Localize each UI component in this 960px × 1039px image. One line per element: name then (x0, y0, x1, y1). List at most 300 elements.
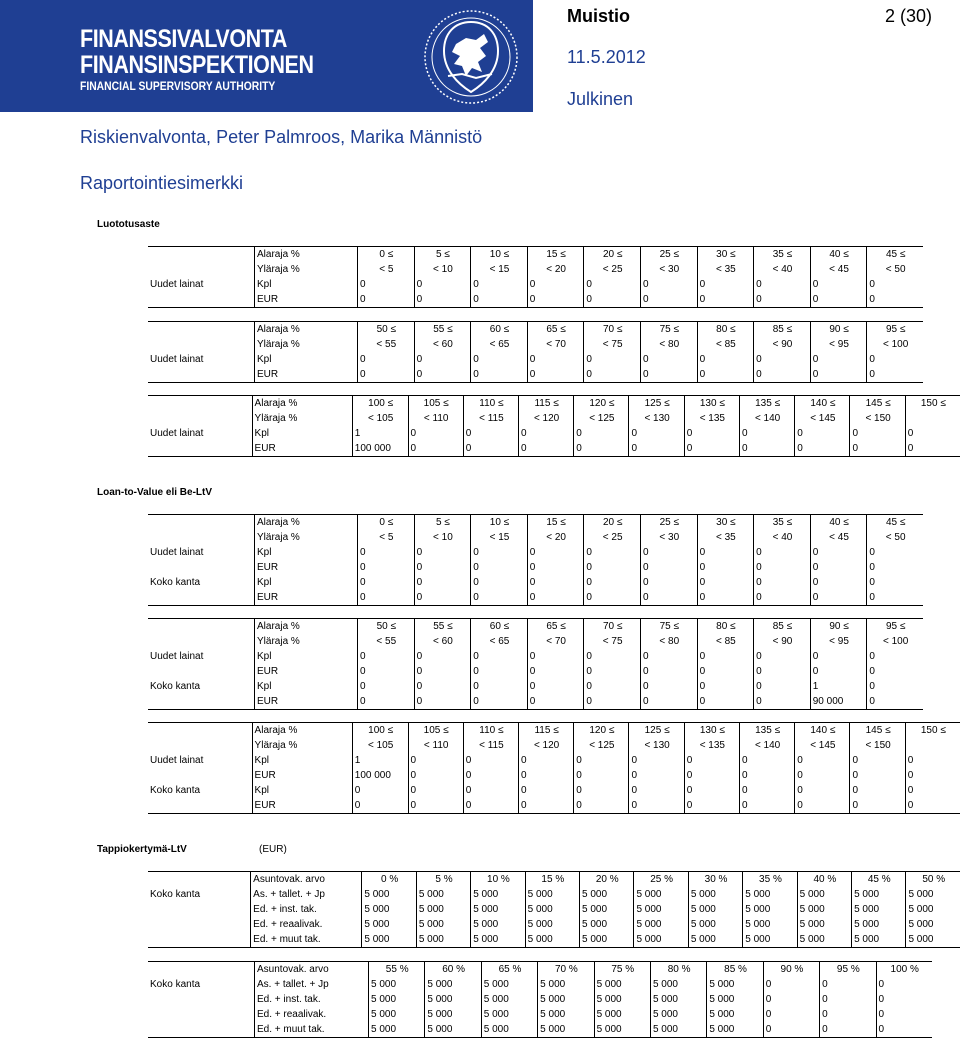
value-cell: 0 (640, 277, 697, 292)
value-cell: 0 (471, 560, 528, 575)
value-cell: 0 (640, 367, 697, 383)
value-cell: 0 (684, 426, 739, 441)
header-cell: 145 ≤ (850, 396, 905, 412)
table-row (148, 768, 960, 783)
value-cell: 0 (358, 649, 415, 664)
value-cell: 5 000 (362, 887, 416, 902)
value-cell: 0 (471, 367, 528, 383)
value-cell: 0 (640, 679, 697, 694)
row-label: Kpl (252, 426, 352, 441)
value-cell: 0 (640, 694, 697, 710)
value-cell: 0 (527, 694, 584, 710)
value-cell: 0 (754, 292, 811, 308)
value-cell: 5 000 (650, 1022, 706, 1038)
header-cell: 80 ≤ (697, 619, 754, 635)
row-group-label (148, 292, 255, 308)
value-cell: 5 000 (362, 917, 416, 932)
value-cell: 0 (471, 575, 528, 590)
value-cell: 0 (471, 352, 528, 367)
table-row (148, 426, 960, 441)
value-cell: 0 (795, 783, 850, 798)
header-cell: < 140 (739, 411, 794, 426)
table-row (148, 1007, 932, 1022)
row-group-label (148, 337, 255, 352)
value-cell: 0 (754, 352, 811, 367)
header-cell: 125 ≤ (629, 396, 684, 412)
value-cell: 0 (754, 367, 811, 383)
row-label: EUR (255, 694, 358, 710)
table-row (148, 798, 960, 814)
value-cell: 5 000 (580, 917, 634, 932)
header-cell: < 95 (810, 634, 867, 649)
table-row (148, 292, 923, 308)
value-cell: 0 (820, 1007, 876, 1022)
value-cell: 5 000 (362, 902, 416, 917)
value-cell: 5 000 (707, 992, 763, 1007)
header-cell: < 100 (867, 634, 923, 649)
value-cell: 5 000 (481, 1007, 537, 1022)
row-group-label (148, 367, 255, 383)
header-cell: 60 % (425, 962, 481, 978)
header-cell: < 55 (358, 337, 415, 352)
document-type: Muistio (567, 6, 630, 26)
row-group-label: Uudet lainat (150, 353, 204, 365)
value-cell: 0 (684, 753, 739, 768)
logo-line-3: FINANCIAL SUPERVISORY AUTHORITY (80, 81, 276, 93)
value-cell: 0 (408, 768, 463, 783)
value-cell: 5 000 (481, 1022, 537, 1038)
header-cell: 110 ≤ (463, 723, 518, 739)
value-cell: 0 (358, 575, 415, 590)
value-cell: 5 000 (580, 902, 634, 917)
value-cell: 90 000 (810, 694, 867, 710)
header-cell: 90 % (763, 962, 819, 978)
value-cell: 5 000 (594, 1022, 650, 1038)
header-cell: < 110 (408, 738, 463, 753)
header-cell: 55 ≤ (414, 619, 471, 635)
row-group-label (148, 768, 252, 783)
table-row (148, 977, 932, 992)
row-label: Asuntovak. arvo (255, 962, 369, 978)
value-cell: 0 (629, 441, 684, 457)
value-cell: 5 000 (471, 932, 525, 948)
row-group-label (148, 932, 251, 948)
header-cell: 5 ≤ (414, 515, 471, 531)
header-cell: < 110 (408, 411, 463, 426)
table-row (148, 783, 960, 798)
value-cell: 1 (810, 679, 867, 694)
row-label: Ed. + inst. tak. (251, 902, 362, 917)
row-label: Kpl (255, 352, 358, 367)
organization-logo (80, 26, 352, 94)
value-cell: 5 000 (650, 977, 706, 992)
value-cell: 5 000 (852, 932, 906, 948)
header-cell: < 130 (629, 738, 684, 753)
value-cell: 0 (471, 694, 528, 710)
row-label: Yläraja % (252, 411, 352, 426)
value-cell: 0 (763, 1022, 819, 1038)
value-cell: 0 (408, 441, 463, 457)
header-cell: 85 % (707, 962, 763, 978)
header-cell: < 120 (518, 738, 573, 753)
header-cell: 60 ≤ (471, 322, 528, 338)
header-cell: < 65 (471, 634, 528, 649)
header-cell: 140 ≤ (795, 396, 850, 412)
row-label: Kpl (255, 649, 358, 664)
value-cell: 5 000 (707, 1007, 763, 1022)
value-cell: 0 (584, 664, 641, 679)
header-cell: < 145 (795, 738, 850, 753)
value-cell: 5 000 (525, 902, 579, 917)
header-cell: < 45 (810, 530, 867, 545)
header-cell: 150 ≤ (905, 723, 960, 739)
header-cell: < 25 (584, 530, 641, 545)
header-cell: < 105 (352, 738, 408, 753)
row-group-label (148, 560, 255, 575)
value-cell: 0 (905, 783, 960, 798)
table-row (148, 664, 923, 679)
row-label: EUR (252, 441, 352, 457)
value-cell: 0 (867, 367, 923, 383)
header-cell: < 20 (527, 530, 584, 545)
row-group-label: Uudet lainat (150, 278, 204, 290)
row-label: As. + tallet. + Jp (255, 977, 369, 992)
row-group-label (148, 664, 255, 679)
row-group-label (148, 619, 255, 635)
value-cell: 0 (414, 367, 471, 383)
data-table (148, 246, 923, 308)
row-label: EUR (255, 590, 358, 606)
value-cell: 0 (754, 679, 811, 694)
value-cell: 5 000 (634, 887, 688, 902)
value-cell: 0 (358, 694, 415, 710)
row-group-label: Uudet lainat (150, 754, 204, 766)
header-cell: 25 % (634, 872, 688, 888)
value-cell: 0 (876, 1007, 932, 1022)
row-label: Yläraja % (255, 530, 358, 545)
value-cell: 0 (527, 560, 584, 575)
table-row (148, 441, 960, 457)
header-cell: < 10 (414, 530, 471, 545)
value-cell: 0 (584, 560, 641, 575)
value-cell: 0 (810, 575, 867, 590)
header-cell: < 90 (754, 634, 811, 649)
table-row (148, 352, 923, 367)
value-cell: 0 (471, 590, 528, 606)
value-cell: 5 000 (362, 932, 416, 948)
table-row (148, 992, 932, 1007)
row-label: Asuntovak. arvo (251, 872, 362, 888)
row-label: EUR (255, 560, 358, 575)
header-cell: 95 % (820, 962, 876, 978)
table-row (148, 396, 960, 412)
value-cell: 0 (876, 1022, 932, 1038)
value-cell: 0 (584, 679, 641, 694)
row-group-label: Koko kanta (150, 888, 201, 900)
row-group-label: Koko kanta (150, 978, 201, 990)
row-group-label (148, 902, 251, 917)
value-cell: 0 (352, 798, 408, 814)
value-cell: 0 (697, 664, 754, 679)
value-cell: 0 (876, 992, 932, 1007)
value-cell: 0 (739, 783, 794, 798)
header-cell: 25 ≤ (640, 515, 697, 531)
value-cell: 0 (739, 426, 794, 441)
header-cell: 40 ≤ (810, 247, 867, 263)
value-cell: 0 (867, 545, 923, 560)
table-row (148, 530, 923, 545)
header-cell: < 55 (358, 634, 415, 649)
row-group-label (148, 247, 255, 263)
value-cell: 0 (763, 977, 819, 992)
value-cell: 0 (697, 560, 754, 575)
row-label: Alaraja % (252, 396, 352, 412)
value-cell: 5 000 (471, 902, 525, 917)
value-cell: 0 (795, 753, 850, 768)
value-cell: 0 (518, 798, 573, 814)
header-cell: 150 ≤ (905, 396, 960, 412)
header-cell: 30 % (688, 872, 742, 888)
value-cell: 100 000 (352, 768, 408, 783)
value-cell: 5 000 (471, 887, 525, 902)
table-row (148, 872, 960, 888)
value-cell: 0 (697, 277, 754, 292)
value-cell: 0 (408, 783, 463, 798)
row-group-label: Koko kanta (150, 576, 201, 588)
header-cell: 110 ≤ (463, 396, 518, 412)
value-cell: 0 (471, 277, 528, 292)
value-cell: 0 (697, 575, 754, 590)
header-cell: < 60 (414, 634, 471, 649)
header-cell: < 30 (640, 262, 697, 277)
table-row (148, 723, 960, 739)
value-cell: 0 (763, 992, 819, 1007)
row-group-label (148, 738, 252, 753)
value-cell: 0 (629, 798, 684, 814)
table-row (148, 337, 923, 352)
header-cell: 60 ≤ (471, 619, 528, 635)
row-label: Kpl (252, 783, 352, 798)
header-cell: 35 ≤ (754, 247, 811, 263)
header-cell: < 125 (574, 411, 629, 426)
value-cell: 0 (810, 277, 867, 292)
value-cell: 0 (754, 560, 811, 575)
value-cell: 5 000 (580, 887, 634, 902)
row-label: Ed. + reaalivak. (255, 1007, 369, 1022)
value-cell: 5 000 (688, 902, 742, 917)
header-cell: < 65 (471, 337, 528, 352)
data-table (148, 722, 960, 814)
value-cell: 0 (414, 277, 471, 292)
header-cell: < 40 (754, 530, 811, 545)
header-cell: 145 ≤ (850, 723, 905, 739)
value-cell: 0 (414, 545, 471, 560)
value-cell: 0 (867, 679, 923, 694)
value-cell: 0 (358, 367, 415, 383)
value-cell: 0 (754, 545, 811, 560)
table-row (148, 545, 923, 560)
table-row (148, 619, 923, 635)
row-group-label: Uudet lainat (150, 427, 204, 439)
row-label: EUR (255, 367, 358, 383)
value-cell: 0 (358, 664, 415, 679)
value-cell: 5 000 (369, 1022, 425, 1038)
value-cell: 0 (905, 426, 960, 441)
value-cell: 5 000 (538, 1007, 594, 1022)
authors: Riskienvalvonta, Peter Palmroos, Marika Männistö (80, 127, 483, 147)
header-cell: < 135 (684, 738, 739, 753)
value-cell: 0 (763, 1007, 819, 1022)
header-cell: 95 ≤ (867, 322, 923, 338)
value-cell: 5 000 (594, 992, 650, 1007)
header-cell: 100 ≤ (352, 723, 408, 739)
data-table (148, 321, 923, 383)
value-cell: 0 (640, 560, 697, 575)
value-cell: 5 000 (525, 887, 579, 902)
value-cell: 0 (358, 277, 415, 292)
value-cell: 0 (820, 992, 876, 1007)
value-cell: 0 (640, 590, 697, 606)
header-cell: < 150 (850, 738, 905, 753)
header-cell: < 35 (697, 262, 754, 277)
header-cell: < 60 (414, 337, 471, 352)
header-cell: 20 % (580, 872, 634, 888)
value-cell: 0 (463, 783, 518, 798)
row-group-label: Uudet lainat (150, 650, 204, 662)
header-cell: < 80 (640, 337, 697, 352)
value-cell: 5 000 (688, 887, 742, 902)
value-cell: 5 000 (416, 887, 470, 902)
header-cell: < 20 (527, 262, 584, 277)
header-cell: < 25 (584, 262, 641, 277)
value-cell: 0 (754, 590, 811, 606)
header-cell: 30 ≤ (697, 247, 754, 263)
value-cell: 5 000 (906, 917, 960, 932)
value-cell: 5 000 (707, 977, 763, 992)
row-group-label: Uudet lainat (150, 546, 204, 558)
value-cell: 0 (527, 679, 584, 694)
value-cell: 0 (471, 545, 528, 560)
row-group-label (148, 634, 255, 649)
header-cell: 80 % (650, 962, 706, 978)
header-cell: < 15 (471, 262, 528, 277)
value-cell: 0 (518, 426, 573, 441)
value-cell: 0 (574, 441, 629, 457)
row-group-label (148, 590, 255, 606)
table-row (148, 738, 960, 753)
value-cell: 0 (358, 560, 415, 575)
header-cell: 135 ≤ (739, 723, 794, 739)
row-label: EUR (255, 664, 358, 679)
value-cell: 5 000 (594, 1007, 650, 1022)
value-cell: 0 (684, 768, 739, 783)
header-cell: 140 ≤ (795, 723, 850, 739)
value-cell: 0 (697, 545, 754, 560)
row-group-label (148, 262, 255, 277)
value-cell: 0 (754, 694, 811, 710)
value-cell: 0 (471, 664, 528, 679)
value-cell: 0 (867, 560, 923, 575)
row-label: Alaraja % (252, 723, 352, 739)
table-row (148, 277, 923, 292)
value-cell: 0 (795, 798, 850, 814)
header-cell: 10 ≤ (471, 247, 528, 263)
header-cell: < 150 (850, 411, 905, 426)
header-cell: 135 ≤ (739, 396, 794, 412)
value-cell: 5 000 (743, 917, 797, 932)
header-cell: 0 ≤ (358, 515, 415, 531)
row-group-label (148, 872, 251, 888)
value-cell: 0 (867, 590, 923, 606)
value-cell: 0 (584, 367, 641, 383)
row-label: EUR (255, 292, 358, 308)
row-group-label (148, 992, 255, 1007)
table-row (148, 649, 923, 664)
value-cell: 0 (527, 575, 584, 590)
value-cell: 0 (850, 441, 905, 457)
header-cell: < 50 (867, 530, 923, 545)
header-cell: 70 ≤ (584, 619, 641, 635)
section-title-tappiokertyma: Tappiokertymä-LtV (97, 844, 187, 855)
value-cell: 0 (584, 352, 641, 367)
header-cell: 0 % (362, 872, 416, 888)
value-cell: 0 (629, 783, 684, 798)
row-label: Ed. + reaalivak. (251, 917, 362, 932)
value-cell: 5 000 (743, 887, 797, 902)
row-label: Yläraja % (255, 634, 358, 649)
value-cell: 5 000 (425, 977, 481, 992)
header-cell: 125 ≤ (629, 723, 684, 739)
value-cell: 0 (820, 1022, 876, 1038)
value-cell: 0 (810, 367, 867, 383)
header-cell: < 75 (584, 634, 641, 649)
header-cell: 15 ≤ (527, 247, 584, 263)
header-cell: < 5 (358, 530, 415, 545)
header-cell: 25 ≤ (640, 247, 697, 263)
header-cell: 120 ≤ (574, 723, 629, 739)
row-label: Ed. + muut tak. (255, 1022, 369, 1038)
value-cell: 0 (810, 292, 867, 308)
header-cell: 100 ≤ (352, 396, 408, 412)
value-cell: 0 (795, 441, 850, 457)
value-cell: 5 000 (797, 917, 851, 932)
value-cell: 0 (463, 753, 518, 768)
row-group-label (148, 798, 252, 814)
unit-label: (EUR) (259, 844, 287, 855)
header-cell: 100 % (876, 962, 932, 978)
header-cell: < 115 (463, 738, 518, 753)
value-cell: 5 000 (525, 932, 579, 948)
row-group-label (148, 396, 252, 412)
header-cell: 20 ≤ (584, 515, 641, 531)
value-cell: 0 (810, 664, 867, 679)
value-cell: 0 (739, 768, 794, 783)
table-row (148, 917, 960, 932)
value-cell: 0 (810, 590, 867, 606)
value-cell: 5 000 (538, 1022, 594, 1038)
table-row (148, 962, 932, 978)
header-cell: 20 ≤ (584, 247, 641, 263)
table-row (148, 887, 960, 902)
value-cell: 0 (358, 352, 415, 367)
row-group-label (148, 723, 252, 739)
header-cell: 65 ≤ (527, 322, 584, 338)
logo-line-2: FINANSINSPEKTIONEN (80, 51, 314, 79)
header-cell: 95 ≤ (867, 619, 923, 635)
value-cell: 0 (640, 352, 697, 367)
value-cell: 0 (358, 590, 415, 606)
value-cell: 0 (574, 753, 629, 768)
